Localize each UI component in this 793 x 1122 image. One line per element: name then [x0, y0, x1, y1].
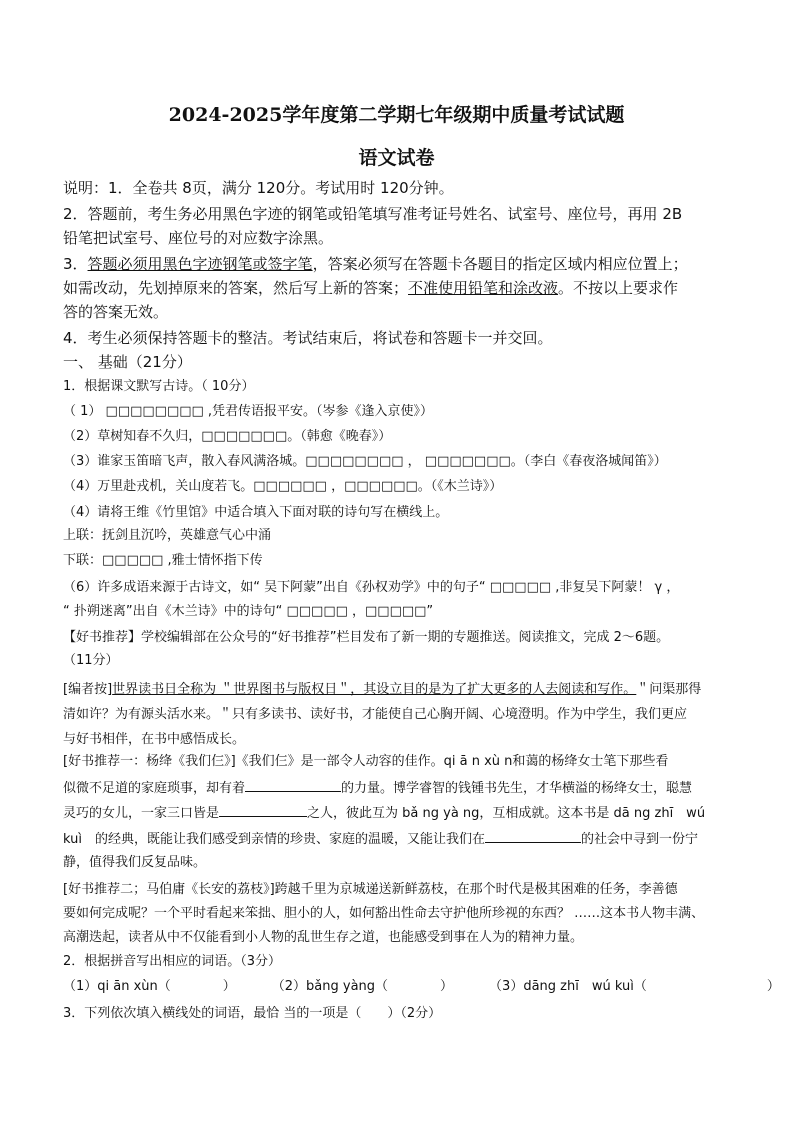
book1-line-5: 静，值得我们反复品味。 — [63, 855, 207, 870]
instruction-line-3a — [63, 254, 739, 274]
instruction-line-2a: 2．答题前，考生务必用黑色字迹的钢笔或铅笔填写准考证号姓名、试室号、座位号，再用 2B — [63, 205, 683, 223]
book1-line-1: [好书推荐一：杨绛《我们仨》]《我们仨》是一部令人动容的佳作。qi ā n xù n和蔼的杨绛女士笔下那些看 — [63, 754, 669, 769]
question-1: 1．根据课文默写古诗。（ 10分） — [63, 379, 255, 394]
editor-note-line-2: 清如许？为有源头活水来。＂只有多读书、读好书，才能使自己心胸开阔、心境澄明。作为中学生，我们更应 — [63, 707, 688, 722]
book1-line-3-post: 之人，彼此互为 bǎ ng yà ng，互相成就。这本书是 dā ng zhī wú — [307, 806, 706, 821]
answer-blank — [245, 777, 341, 792]
question-2-3-close: ） — [766, 979, 780, 994]
instruction-3-rest: ，答案必须写在答题卡各题目的指定区域内相应位置上； — [312, 255, 688, 273]
editor-note-line-3: 与好书相伴，在书中感悟成长。 — [63, 732, 246, 747]
book1-line-3 — [63, 802, 739, 824]
question-2-1: （1）qi ān xùn（ ） — [63, 979, 236, 994]
question-1-6a: （6）许多成语来源于古诗文，如“ 吴下阿蒙”出自《孙权劝学》中的句子“ □□□□□ ,非复吴下阿蒙！ γ ， — [63, 580, 680, 595]
book1-line-4-post: 的社会中寻到一份宁 — [580, 832, 698, 847]
instruction-line-2b: 铅笔把试室号、座位号的对应数字涂黑。 — [63, 229, 334, 247]
couplet-lower: 下联：□□□□□ ,雅士情怀指下传 — [63, 553, 263, 568]
exam-subtitle: 语文试卷 — [358, 147, 435, 169]
book2-line-2: 要如何完成呢？一个平时看起来笨拙、胆小的人，如何豁出性命去守护他所珍视的东西？ ……这本书人物丰满、 — [63, 906, 705, 921]
editor-note-label: [编者按] — [63, 682, 113, 697]
book1-line-4-pre: kuì 的经典，既能让我们感受到亲情的珍贵、家庭的温暖，又能让我们在 — [63, 832, 485, 847]
question-1-1: （ 1） □□□□□□□□ ,凭君传语报平安。（岑参《逢入京使》） — [63, 404, 434, 419]
instruction-line-1: 说明：1．全卷共 8页，满分 120分。考试用时 120分钟。 — [63, 179, 454, 197]
instruction-line-4: 4．考生必须保持答题卡的整洁。考试结束后，将试卷和答题卡一并交回。 — [63, 329, 553, 347]
question-1-4: （4）万里赴戎机，关山度若飞。□□□□□□ ，□□□□□□。（《木兰诗》） — [63, 479, 503, 494]
book1-line-2-pre: 似微不足道的家庭琐事，却有着 — [63, 781, 246, 796]
question-3: 3．下列依次填入横线处的词语，最恰 当的一项是（ ）（2分） — [63, 1006, 442, 1021]
instruction-3b-pre: 如需改动，先划掉原来的答案，然后写上新的答案； — [63, 279, 409, 297]
editor-note-line-1 — [63, 680, 739, 700]
book2-line-1: [好书推荐二；马伯庸《长安的荔枝》]跨越千里为京城递送新鲜荔枝，在那个时代是极其困难的任务，李善德 — [63, 882, 678, 897]
instruction-line-3b — [63, 278, 739, 298]
book1-line-3-pre: 灵巧的女儿，一家三口皆是 — [63, 806, 220, 821]
question-2-3: （3）dāng zhī wú kuì（ — [489, 979, 647, 994]
answer-blank — [219, 802, 307, 817]
question-2-2: （2）bǎng yàng（ ） — [271, 979, 454, 994]
question-1-5: （4）请将王维《竹里馆》中适合填入下面对联的诗句写在横线上。 — [63, 505, 449, 520]
couplet-upper: 上联：抚剑且沉吟，英雄意气心中涌 — [63, 528, 272, 543]
book1-line-2 — [63, 777, 739, 799]
instruction-3-number: 3． — [63, 255, 88, 273]
instruction-3b-underlined: 不准使用铅笔和涂改液 — [408, 279, 559, 297]
instruction-line-3c: 答的答案无效。 — [63, 303, 169, 321]
editor-note-underlined: 世界读书日全称为 ＂世界图书与版权日＂，其设立目的是为了扩大更多的人去阅读和写作。 — [112, 682, 637, 697]
book2-line-3: 高潮迭起，读者从中不仅能看到小人物的乱世生存之道，也能感受到事在人为的精神力量。 — [63, 930, 584, 945]
editor-note-quote-start: ＂问渠那得 — [636, 682, 702, 697]
recommend-intro-score: （11分） — [63, 653, 119, 668]
question-1-6b: “ 扑朔迷离”出自《木兰诗》中的诗句“ □□□□□ ，□□□□□” — [63, 604, 434, 619]
instruction-3-underlined: 答题必须用黑色字迹钢笔或签字笔 — [87, 255, 313, 273]
question-2: 2．根据拼音写出相应的词语。（3分） — [63, 954, 282, 969]
section-heading: 一、 基础（21分） — [63, 353, 192, 371]
answer-blank — [485, 828, 581, 843]
question-1-3: （3）谁家玉笛暗飞声，散入春风满洛城。□□□□□□□□ ， □□□□□□□。（李白《春夜洛城闻笛》） — [63, 454, 667, 469]
instruction-3b-post: 。不按以上要求作 — [558, 279, 679, 297]
recommend-intro: 【好书推荐】学校编辑部在公众号的“好书推荐”栏目发布了新一期的专题推送。阅读推文，完成 2～6题。 — [63, 630, 670, 645]
question-2-items — [63, 977, 780, 997]
question-1-2: （2）草树知春不久归，□□□□□□□。（韩愈《晚春》） — [63, 429, 392, 444]
exam-title: 2024-2025学年度第二学期七年级期中质量考试试题 — [168, 104, 625, 126]
book1-line-4 — [63, 828, 739, 850]
book1-line-2-post: 的力量。博学睿智的钱锺书先生，才华横溢的杨绛女士，聪慧 — [341, 781, 693, 796]
